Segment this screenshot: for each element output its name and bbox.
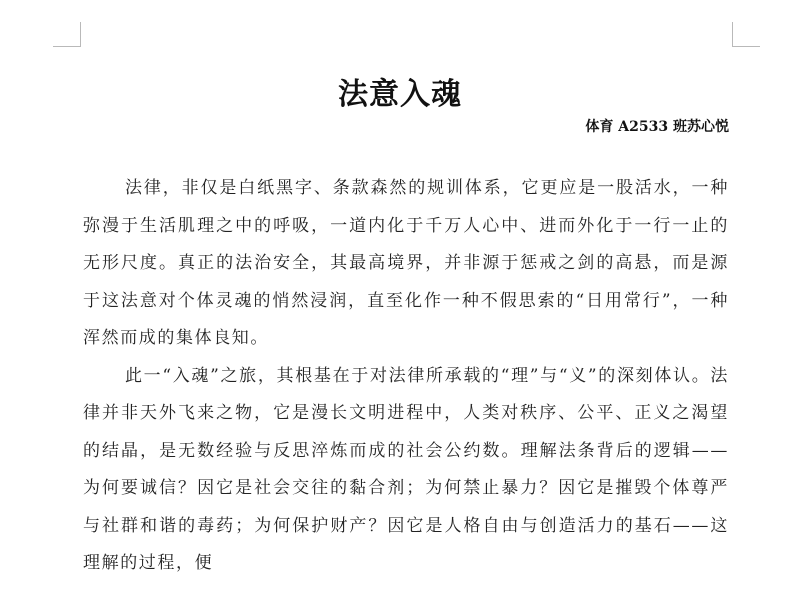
document-body bbox=[83, 170, 729, 583]
author-line: 体育 A2533 班苏心悦 bbox=[585, 119, 729, 135]
document-title: 法意入魂 bbox=[338, 77, 462, 113]
body-paragraph-2: 此一“入魂”之旅，其根基在于对法律所承载的“理”与“义”的深刻体认。法律并非天外飞来之物，它是漫长文明进程中，人类对秩序、公平、正义之渴望的结晶，是无数经验与反思淬炼而成的社会公约数。理解法条背后的逻辑——为何要诚信？因它是社会交往的黏合剂；为何禁止暴力？因它是摧毁个体尊严与社群和谐的毒药；为何保护财产？因它是人格自由与创造活力的基石——这理解的过程，便 bbox=[83, 365, 729, 573]
page-corner-mark-top-right bbox=[732, 22, 760, 47]
body-paragraph-1: 法律，非仅是白纸黑字、条款森然的规训体系，它更应是一股活水，一种弥漫于生活肌理之中的呼吸，一道内化于千万人心中、进而外化于一行一止的无形尺度。真正的法治安全，其最高境界，并非源于惩戒之剑的高悬，而是源于这法意对个体灵魂的悄然浸润，直至化作一种不假思索的“日用常行”，一种浑然而成的集体良知。 bbox=[83, 178, 729, 348]
page-corner-mark-top-left bbox=[53, 22, 81, 47]
